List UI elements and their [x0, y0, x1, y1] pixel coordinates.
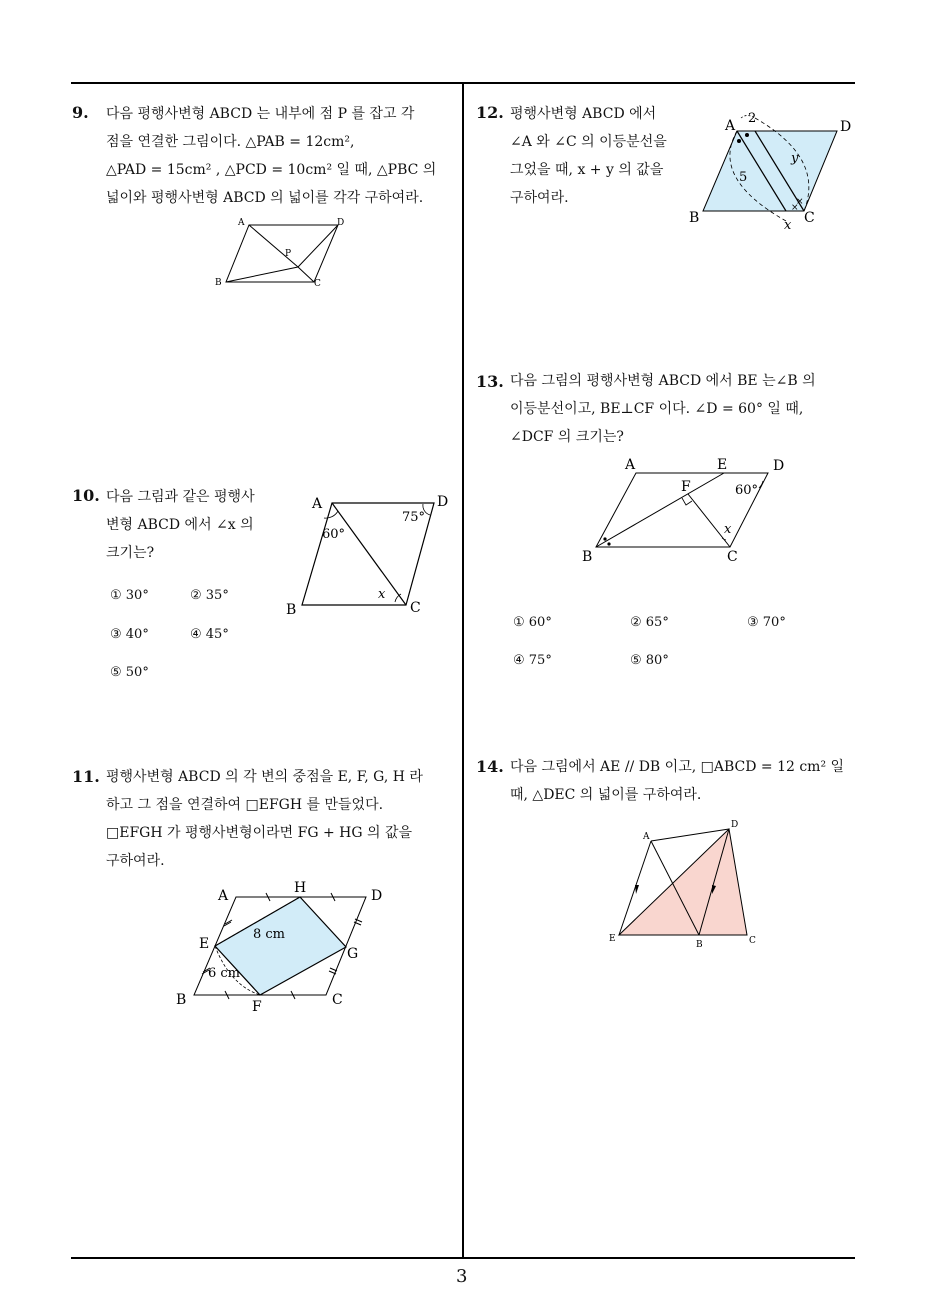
text-line: △PAD = 15cm² , △PCD = 10cm² 일 때, △PBC 의 — [106, 162, 437, 178]
length-2: 2 — [748, 111, 757, 126]
question-9-text — [106, 100, 436, 212]
label-d: D — [437, 494, 449, 510]
text-line: □EFGH 가 평행사변형이라면 FG + HG 의 값을 — [106, 825, 413, 841]
question-13-text — [510, 367, 816, 451]
option-4[interactable]: ④ 75° — [513, 653, 552, 668]
text-line: 때, △DEC 의 넓이를 구하여라. — [510, 787, 702, 803]
label-c: C — [749, 936, 756, 946]
bisect-mark: × — [796, 197, 804, 207]
text-line: 변형 ABCD 에서 ∠x 의 — [106, 517, 254, 533]
text-line: 넓이와 평행사변형 ABCD 의 넓이를 각각 구하여라. — [106, 190, 424, 206]
label-d: D — [840, 119, 852, 135]
label-c: C — [410, 600, 421, 616]
label-d: D — [337, 218, 345, 228]
bottom-rule — [71, 1257, 855, 1259]
angle-d-label: 60° — [735, 483, 759, 498]
label-b: B — [286, 602, 297, 618]
label-e: E — [717, 457, 728, 473]
label-f: F — [681, 479, 691, 495]
question-12-number: 12. — [476, 103, 504, 122]
label-e: E — [609, 934, 616, 944]
text-line: 다음 그림에서 AE // DB 이고, □ABCD = 12 cm² 일 — [510, 759, 845, 775]
question-14-number: 14. — [476, 757, 504, 776]
option-1[interactable]: ① 60° — [513, 615, 552, 630]
option-4[interactable]: ④ 45° — [190, 627, 229, 642]
label-a: A — [238, 218, 245, 228]
label-b: B — [582, 549, 593, 565]
label-d: D — [371, 888, 383, 904]
option-3[interactable]: ③ 70° — [747, 615, 786, 630]
option-5[interactable]: ⑤ 50° — [110, 665, 149, 680]
question-14-text — [510, 753, 844, 809]
q11-figure — [170, 880, 400, 1020]
label-c: C — [727, 549, 738, 565]
text-line: 다음 그림과 같은 평행사 — [106, 489, 255, 505]
text-line: 구하여라. — [510, 190, 569, 206]
var-x: x — [784, 218, 792, 233]
option-3[interactable]: ③ 40° — [110, 627, 149, 642]
label-d: D — [773, 458, 785, 474]
label-e: E — [199, 936, 210, 952]
label-a: A — [625, 457, 636, 473]
angle-d-label: 75° — [402, 510, 426, 525]
question-9-number: 9. — [72, 103, 89, 122]
question-11-text — [106, 763, 423, 875]
length-6cm: 6 cm — [208, 966, 241, 981]
label-h: H — [294, 880, 307, 896]
text-line: 다음 평행사변형 ABCD 는 내부에 점 P 를 잡고 각 — [106, 106, 415, 122]
label-b: B — [176, 992, 187, 1008]
label-c: C — [804, 210, 815, 226]
text-line: 평행사변형 ABCD 의 각 변의 중점을 E, F, G, H 라 — [106, 769, 423, 785]
label-c: C — [314, 279, 321, 289]
label-a: A — [725, 118, 736, 134]
label-d: D — [731, 820, 739, 830]
question-10-number: 10. — [72, 486, 100, 505]
text-line: 크기는? — [106, 545, 155, 561]
text-line: 점을 연결한 그림이다. △PAB = 12cm², — [106, 134, 355, 150]
label-a: A — [312, 496, 323, 512]
option-5[interactable]: ⑤ 80° — [630, 653, 669, 668]
angle-a-label: 60° — [322, 527, 346, 542]
angle-x-label: x — [724, 522, 732, 537]
length-5: 5 — [739, 170, 748, 185]
text-line: 그었을 때, x + y 의 값을 — [510, 162, 664, 178]
question-10-text — [106, 483, 255, 567]
label-a: A — [218, 888, 229, 904]
column-divider — [462, 82, 464, 1258]
q13-figure — [575, 455, 805, 570]
text-line: 하고 그 점을 연결하여 □EFGH 를 만들었다. — [106, 797, 384, 813]
angle-x-label: x — [378, 587, 386, 602]
label-g: G — [347, 946, 359, 962]
page-number: 3 — [456, 1266, 468, 1287]
text-line: 평행사변형 ABCD 에서 — [510, 106, 657, 122]
question-12-text — [510, 100, 667, 212]
q14-figure — [605, 815, 765, 955]
text-line: 다음 그림의 평행사변형 ABCD 에서 BE 는∠B 의 — [510, 373, 816, 389]
text-line: 이등분선이고, BE⊥CF 이다. ∠D = 60° 일 때, — [510, 401, 804, 417]
var-y: y — [791, 151, 799, 166]
label-p: P — [285, 249, 292, 259]
option-2[interactable]: ② 65° — [630, 615, 669, 630]
label-b: B — [696, 940, 703, 950]
question-11-number: 11. — [72, 767, 100, 786]
question-13-number: 13. — [476, 372, 504, 391]
option-1[interactable]: ① 30° — [110, 588, 149, 603]
label-b: B — [215, 278, 222, 288]
bisect-mark: × — [791, 203, 799, 213]
label-c: C — [332, 992, 343, 1008]
option-2[interactable]: ② 35° — [190, 588, 229, 603]
label-f: F — [252, 999, 262, 1015]
text-line: ∠DCF 의 크기는? — [510, 429, 624, 445]
text-line: ∠A 와 ∠C 의 이등분선을 — [510, 134, 667, 150]
text-line: 구하여라. — [106, 853, 165, 869]
label-b: B — [689, 210, 700, 226]
label-a: A — [643, 832, 650, 842]
q12-figure — [685, 108, 860, 233]
q10-figure — [280, 490, 450, 620]
length-8cm: 8 cm — [253, 927, 286, 942]
q9-figure — [210, 212, 350, 292]
